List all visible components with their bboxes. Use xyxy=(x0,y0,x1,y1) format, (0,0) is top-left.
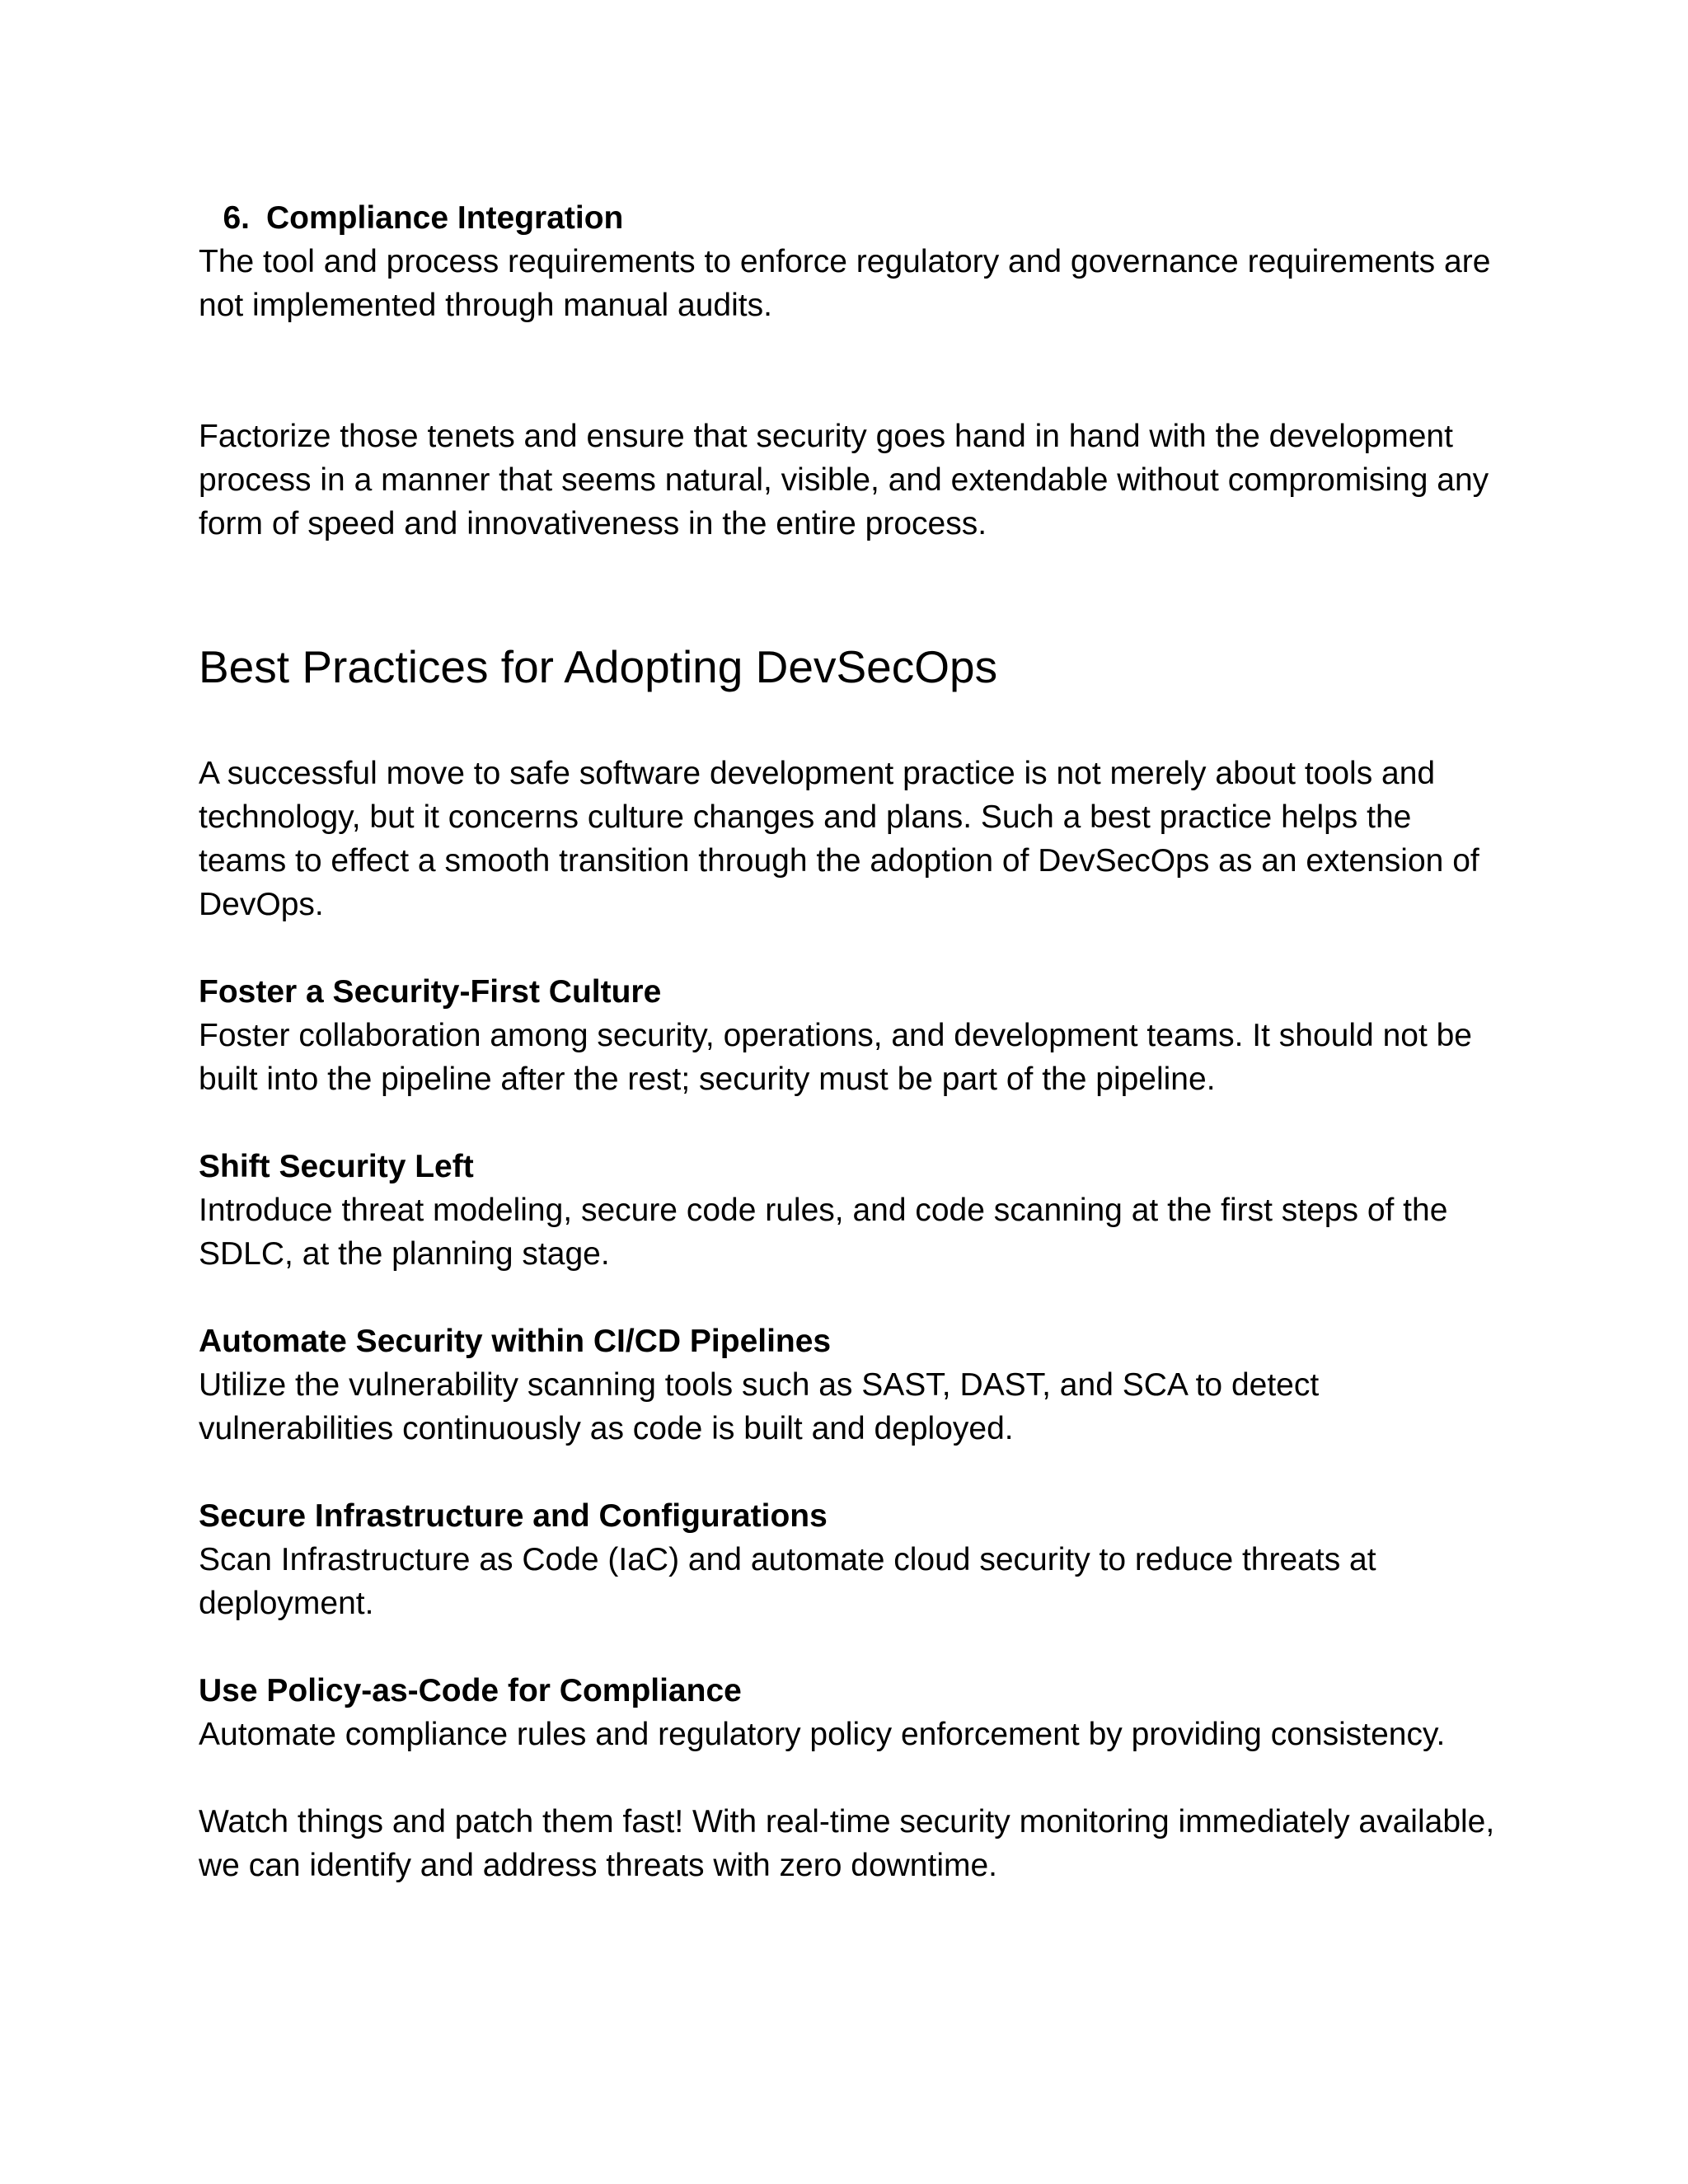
practice-body: Introduce threat modeling, secure code rules, and code scanning at the first steps of the SDLC, at the planning stage. xyxy=(199,1193,1448,1272)
closing-paragraph: Watch things and patch them fast! With real-time security monitoring immediately available, we can identify and address threats with zero downtime. xyxy=(199,1804,1495,1883)
spacer xyxy=(199,546,1501,638)
practice-title: Automate Security within CI/CD Pipelines xyxy=(199,1324,832,1359)
practice-title: Shift Security Left xyxy=(199,1149,474,1184)
spacer xyxy=(199,1101,1501,1145)
spacer xyxy=(199,1625,1501,1669)
practice-body: Foster collaboration among security, operations, and development teams. It should not be built into the pipeline after the rest; security must be part of the pipeline. xyxy=(199,1018,1472,1097)
list-item-number: 6. xyxy=(223,200,250,236)
spacer xyxy=(199,327,1501,415)
practice-title: Secure Infrastructure and Configurations xyxy=(199,1498,828,1534)
spacer xyxy=(199,926,1501,970)
spacer xyxy=(199,1276,1501,1319)
section-intro-paragraph: A successful move to safe software development practice is not merely about tools and technology, but it concerns culture changes and plans. Such a best practice helps the teams to effect a smooth transition through the adoption of DevSecOps as an extension of DevOps. xyxy=(199,756,1479,922)
section-heading: Best Practices for Adopting DevSecOps xyxy=(199,641,998,692)
practice-title: Use Policy-as-Code for Compliance xyxy=(199,1673,742,1708)
list-item-heading xyxy=(199,196,1501,240)
practice-title: Foster a Security-First Culture xyxy=(199,974,662,1010)
spacer xyxy=(199,696,1501,752)
practice-body: Scan Infrastructure as Code (IaC) and automate cloud security to reduce threats at deployment. xyxy=(199,1542,1376,1621)
document-body xyxy=(199,196,1501,1887)
spacer xyxy=(199,1756,1501,1800)
practice-body: Utilize the vulnerability scanning tools such as SAST, DAST, and SCA to detect vulnerabilities continuously as code is built and deployed. xyxy=(199,1367,1320,1446)
list-item-body: The tool and process requirements to enforce regulatory and governance requirements are not implemented through manual audits. xyxy=(199,244,1491,323)
practice-body: Automate compliance rules and regulatory policy enforcement by providing consistency. xyxy=(199,1717,1446,1752)
intro-paragraph: Factorize those tenets and ensure that security goes hand in hand with the development process in a manner that seems natural, visible, and extendable without compromising any form of speed and innovativeness in the entire process. xyxy=(199,419,1489,541)
list-item-title: Compliance Integration xyxy=(266,200,624,236)
spacer xyxy=(199,1451,1501,1494)
